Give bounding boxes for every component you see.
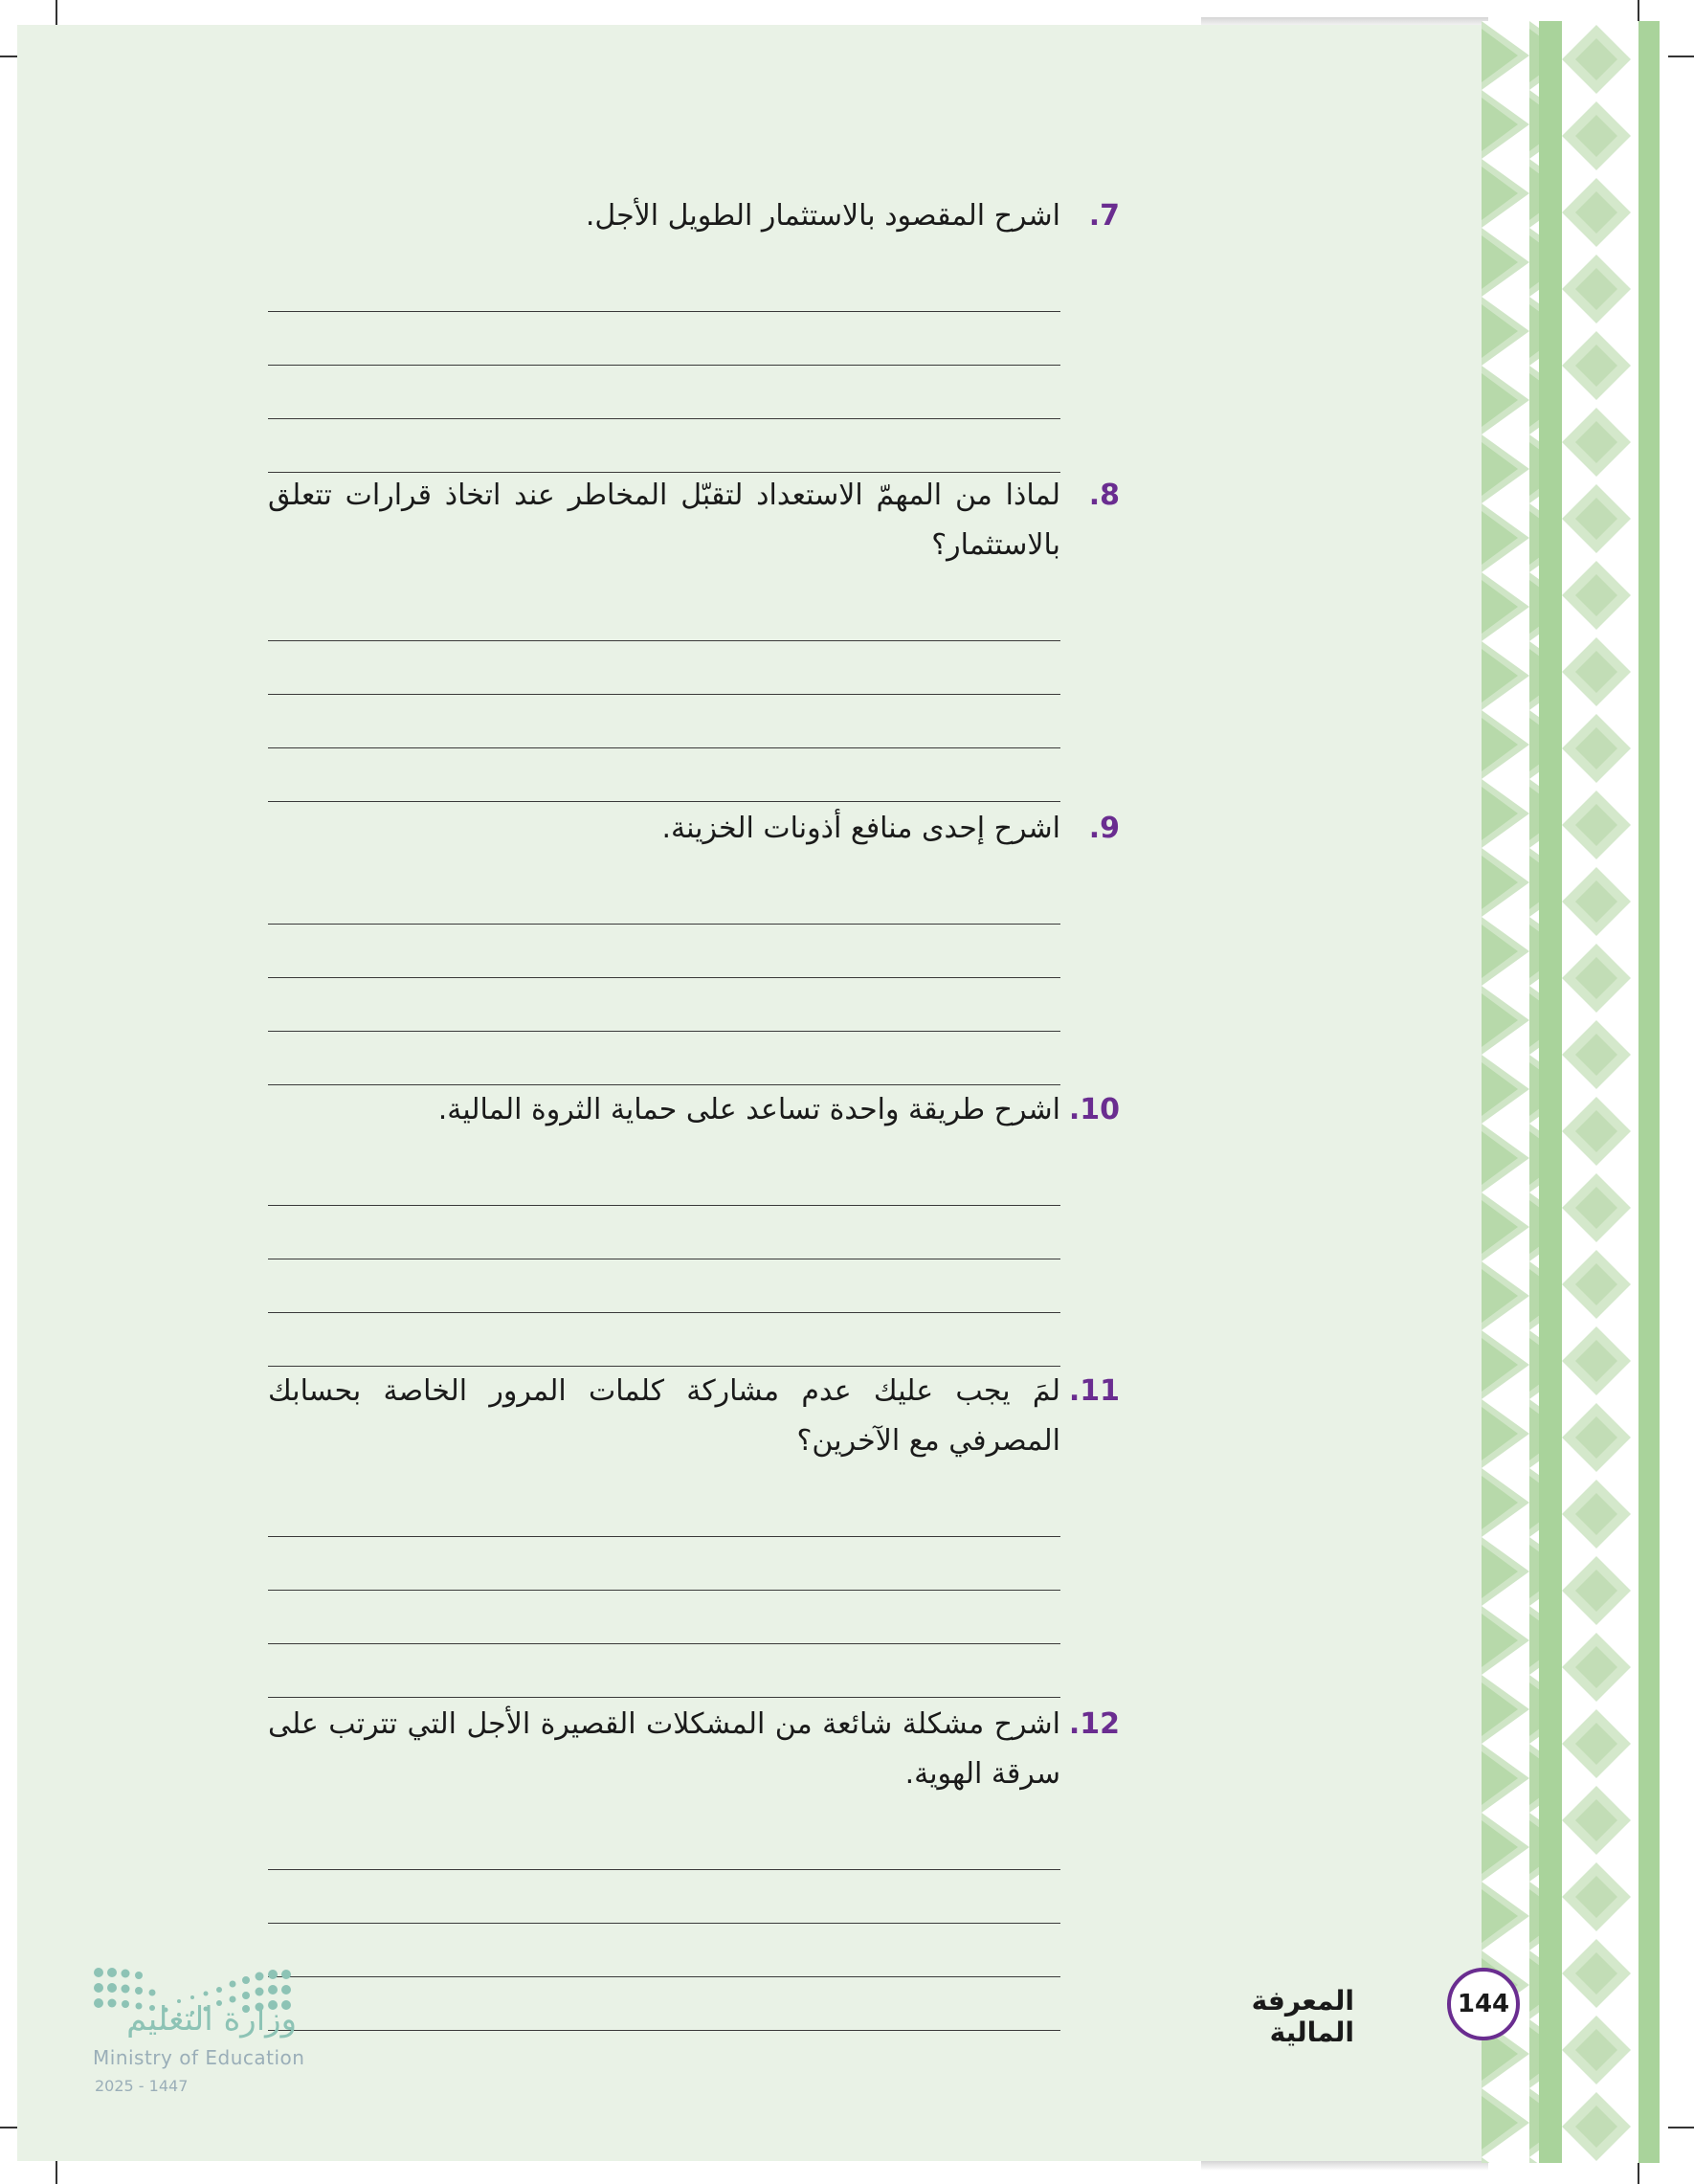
answer-lines [268,871,1060,1085]
question-11 [268,1367,1120,1698]
answer-lines [268,1816,1060,2031]
question-number: .10 [1068,1093,1120,1126]
question-text: اشرح مشكلة شائعة من المشكلات القصيرة الأجل التي تترتب على سرقة الهوية. [268,1707,1060,1791]
question-10 [268,1085,1120,1367]
question-8 [268,471,1120,802]
question-text: لماذا من المهمّ الاستعداد لتقبّل المخاطر عند اتخاذ قرارات تتعلق بالاستثمار؟ [268,479,1060,562]
page-number [1447,1968,1520,2040]
answer-line[interactable] [268,1816,1060,1870]
question-number: .9 [1088,812,1120,845]
question-12 [268,1700,1120,2031]
answer-line[interactable] [268,978,1060,1032]
answer-line[interactable] [268,366,1060,419]
answer-line[interactable] [268,1152,1060,1206]
answer-line[interactable] [268,1977,1060,2031]
page-number-text: 144 [1457,1990,1510,2018]
answer-line[interactable] [268,419,1060,473]
answer-line[interactable] [268,1206,1060,1259]
answer-line[interactable] [268,871,1060,925]
answer-line[interactable] [268,1032,1060,1085]
answer-line[interactable] [268,312,1060,366]
question-number: .7 [1088,199,1120,233]
question-text: لمَ يجب عليك عدم مشاركة كلمات المرور الخاصة بحسابك المصرفي مع الآخرين؟ [268,1374,1060,1458]
question-7 [268,191,1120,473]
answer-line[interactable] [268,258,1060,312]
ministry-name-english: Ministry of Education [93,2046,305,2069]
answer-lines [268,588,1060,802]
answer-line[interactable] [268,1483,1060,1537]
answer-line[interactable] [268,748,1060,802]
answer-line[interactable] [268,1313,1060,1367]
answer-lines [268,1483,1060,1698]
decorative-border [1482,21,1668,2163]
answer-lines [268,258,1060,473]
question-number: .11 [1068,1374,1120,1408]
answer-line[interactable] [268,1591,1060,1644]
ministry-name-arabic: وزارة التعليم [126,2000,297,2039]
question-number: .12 [1068,1707,1120,1741]
answer-line[interactable] [268,1644,1060,1698]
ministry-year: 2025 - 1447 [95,2077,189,2095]
question-text: اشرح المقصود بالاستثمار الطويل الأجل. [585,199,1060,233]
answer-line[interactable] [268,1870,1060,1924]
book-title: المعرفة المالية [1251,1985,1354,2048]
answer-line[interactable] [268,1537,1060,1591]
question-9 [268,804,1120,1085]
answer-line[interactable] [268,588,1060,641]
answer-lines [268,1152,1060,1367]
answer-line[interactable] [268,1924,1060,1977]
question-text: اشرح طريقة واحدة تساعد على حماية الثروة المالية. [437,1093,1060,1126]
answer-line[interactable] [268,1259,1060,1313]
question-text: اشرح إحدى منافع أذونات الخزينة. [661,812,1060,845]
answer-line[interactable] [268,641,1060,695]
question-number: .8 [1088,479,1120,512]
page-shadow [1201,2161,1488,2171]
answer-line[interactable] [268,925,1060,978]
answer-line[interactable] [268,695,1060,748]
